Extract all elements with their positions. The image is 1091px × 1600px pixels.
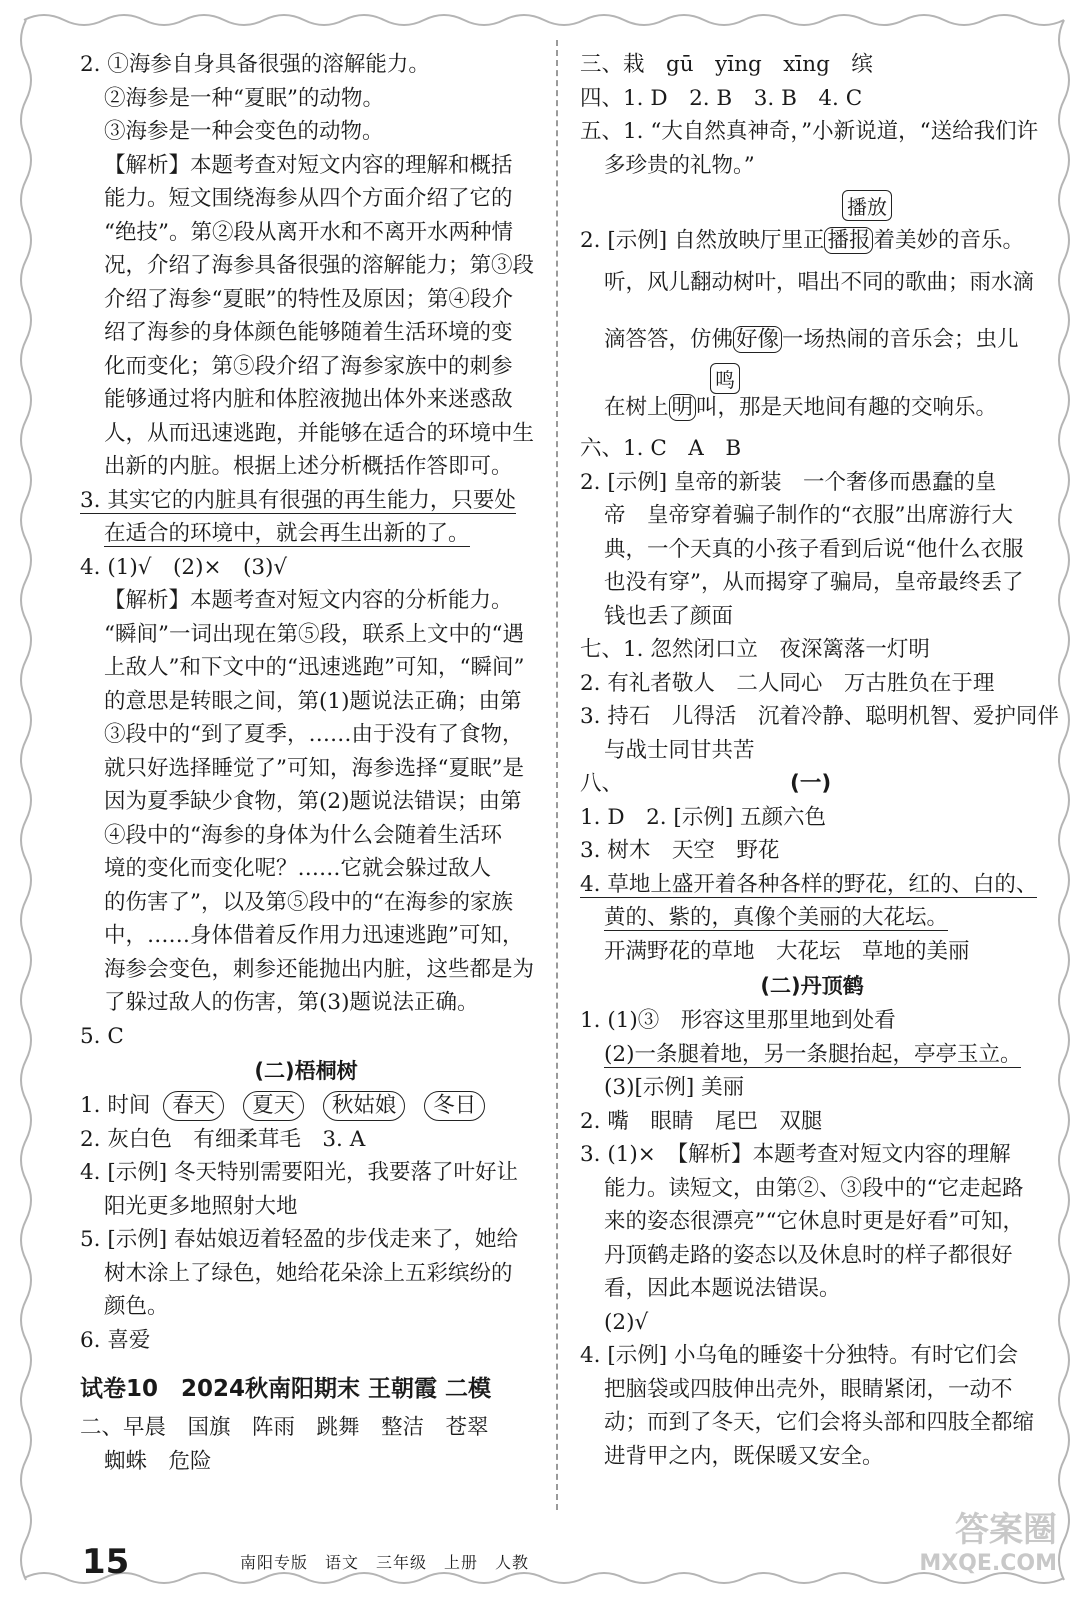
answer-line: 2. [示例] 皇帝的新装 一个奢侈而愚蠢的皇 bbox=[580, 469, 997, 495]
analysis-line: 【解析】本题考查对短文内容的分析能力。 bbox=[104, 588, 513, 613]
watermark-url: MXQE.COM bbox=[919, 1551, 1057, 1576]
boxed-word: 好像 bbox=[733, 326, 782, 353]
analysis-line: “瞬间”一词出现在第⑤段，联系上文中的“遇 bbox=[104, 621, 524, 647]
analysis-line: 况，介绍了海参具备很强的溶解能力；第③段 bbox=[104, 253, 535, 278]
boxed-word: 明 bbox=[669, 394, 697, 421]
circled-word: 冬日 bbox=[424, 1091, 485, 1121]
text-segment: 一场热闹的音乐会；虫儿 bbox=[782, 327, 1019, 352]
answer-line: 六、1. C A B bbox=[580, 436, 742, 461]
answer-line bbox=[580, 901, 1044, 935]
question-label: 1. 时间 bbox=[80, 1093, 151, 1118]
section-title: (二)梧桐树 bbox=[254, 1059, 358, 1083]
analysis-line: 海参会变色，刺参还能抛出内脏，这些都是为 bbox=[104, 956, 535, 982]
analysis-line: 能够通过将内脏和体腔液抛出体外来迷惑敌 bbox=[104, 387, 513, 412]
answer-line: 2. ①海参自身具备很强的溶解能力。 bbox=[80, 52, 430, 77]
answer-line: 4. [示例] 小乌龟的睡姿十分独特。有时它们会 bbox=[580, 1343, 1018, 1368]
answer-line: 与战士同甘共苦 bbox=[604, 737, 755, 763]
section-title: (二)丹顶鹤 bbox=[760, 974, 864, 998]
answer-line: 开满野花的草地 大花坛 草地的美丽 bbox=[604, 938, 970, 964]
answer-line: 阳光更多地照射大地 bbox=[104, 1193, 298, 1219]
section-header-row bbox=[580, 767, 1044, 801]
answer-line bbox=[80, 517, 532, 551]
answer-line: 二、早晨 国旗 阵雨 跳舞 整洁 苍翠 bbox=[80, 1415, 489, 1440]
analysis-line: 绍了海参的身体颜色能够随着生活环境的变 bbox=[104, 320, 513, 345]
answer-line bbox=[580, 868, 1044, 902]
column-divider bbox=[556, 40, 558, 1510]
analysis-line: ④段中的“海参的身体为什么会随着生活环 bbox=[104, 822, 502, 848]
analysis-line: 能力。读短文，由第②、③段中的“它走起路 bbox=[604, 1175, 1024, 1201]
circled-word: 春天 bbox=[163, 1091, 224, 1121]
answer-line: 听，风儿翻动树叶，唱出不同的歌曲；雨水滴 bbox=[604, 269, 1035, 295]
answer-line: 6. 喜爱 bbox=[80, 1327, 151, 1353]
answer-line: 四、1. D 2. B 3. B 4. C bbox=[580, 85, 863, 111]
footer-text: 南阳专版 语文 三年级 上册 人教 bbox=[240, 1553, 530, 1572]
answer-line: 3. 树木 天空 野花 bbox=[580, 838, 780, 863]
analysis-line: 介绍了海参“夏眠”的特性及原因；第④段介 bbox=[104, 286, 513, 312]
circled-word: 秋姑娘 bbox=[323, 1091, 406, 1121]
underlined-answer: 黄的、紫的，真像个美丽的大花坛。 bbox=[604, 905, 949, 930]
correction-mark: 鸣 bbox=[710, 363, 740, 394]
answer-line bbox=[580, 224, 1044, 258]
answer-line: 把脑袋或四肢伸出壳外，眼睛紧闭，一动不 bbox=[604, 1376, 1013, 1402]
answer-line: 典，一个天真的小孩子看到后说“他什么衣服 bbox=[604, 536, 1024, 562]
right-column bbox=[580, 48, 1059, 1473]
answer-line bbox=[580, 391, 1044, 425]
analysis-line: “绝技”。第②段从离开水和不离开水两种情 bbox=[104, 219, 513, 245]
answer-line: 七、1. 忽然闭口立 夜深篱落一灯明 bbox=[580, 637, 930, 662]
answer-line: ②海参是一种“夏眠”的动物。 bbox=[104, 85, 384, 111]
analysis-line: ③段中的“到了夏季，……由于没有了食物， bbox=[104, 722, 524, 747]
section-label: 八、 bbox=[580, 771, 624, 796]
text-segment: 着美妙的音乐。 bbox=[873, 228, 1024, 253]
underlined-answer: (2)一条腿着地，另一条腿抬起，亭亭玉立。 bbox=[604, 1041, 1022, 1067]
answer-line: 蜘蛛 危险 bbox=[104, 1448, 212, 1474]
analysis-line: 境的变化而变化呢？……它就会躲过敌人 bbox=[104, 856, 492, 881]
left-column bbox=[80, 48, 535, 1478]
watermark bbox=[919, 1502, 1057, 1576]
answer-line bbox=[80, 1089, 532, 1123]
answer-line: 多珍贵的礼物。” bbox=[604, 152, 755, 178]
analysis-line: 丹顶鹤走路的姿态以及休息时的样子都很好 bbox=[604, 1242, 1013, 1268]
analysis-line: 的伤害了”，以及第⑤段中的“在海参的家族 bbox=[104, 889, 513, 915]
answer-line: 三、栽 gū yīng xīng 缤 bbox=[580, 52, 873, 77]
answer-line: 5. C bbox=[80, 1023, 124, 1049]
analysis-line: 就只好选择睡觉了”可知，海参选择“夏眠”是 bbox=[104, 755, 524, 781]
answer-line: 3. 持石 儿得活 沉着冷静、聪明机智、爱护同伴 bbox=[580, 704, 1059, 729]
boxed-word: 播报 bbox=[824, 227, 873, 254]
answer-line bbox=[580, 323, 1044, 357]
answer-line: (3)[示例] 美丽 bbox=[604, 1075, 745, 1100]
text-segment: 2. [示例] 自然放映厅里正 bbox=[580, 228, 825, 253]
answer-line: 4. (1)√ (2)× (3)√ bbox=[80, 554, 288, 580]
answer-line: 也没有穿”，从而揭穿了骗局，皇帝最终丢了 bbox=[604, 570, 1024, 595]
watermark-logo-text: 答案圈 bbox=[955, 1510, 1057, 1550]
analysis-line: 上敌人”和下文中的“迅速逃跑”可知，“瞬间” bbox=[104, 655, 525, 680]
analysis-line: 因为夏季缺少食物，第(2)题说法错误；由第 bbox=[104, 789, 522, 814]
answer-line: 帝 皇帝穿着骗子制作的“衣服”出席游行大 bbox=[604, 503, 1013, 528]
page-number: 15 bbox=[82, 1542, 130, 1582]
underlined-answer: 3. 其实它的内脏具有很强的再生能力，只要处 bbox=[80, 487, 516, 513]
analysis-line: 中，……身体借着反作用力迅速逃跑”可知， bbox=[104, 923, 524, 948]
answer-line: 2. 嘴 眼睛 尾巴 双腿 bbox=[580, 1108, 823, 1134]
answer-line: 进背甲之内，既保暖又安全。 bbox=[604, 1443, 884, 1469]
answer-line: 钱也丢了颜面 bbox=[604, 603, 734, 629]
correction-row bbox=[580, 182, 1044, 224]
text-segment: 在树上 bbox=[604, 394, 669, 420]
circled-word: 夏天 bbox=[243, 1091, 304, 1121]
exam-title: 试卷10 2024秋南阳期末 王朝霞 二模 bbox=[80, 1376, 492, 1402]
answer-line: 动；而到了冬天，它们会将头部和四肢全都缩 bbox=[604, 1410, 1035, 1435]
answer-line: 颜色。 bbox=[104, 1294, 169, 1319]
answer-line: 1. (1)③ 形容这里那里地到处看 bbox=[580, 1008, 896, 1033]
text-segment: 叫，那是天地间有趣的交响乐。 bbox=[696, 394, 998, 420]
answer-line: 2. 灰白色 有细柔茸毛 3. A bbox=[80, 1126, 366, 1152]
answer-line: 树木涂上了绿色，她给花朵涂上五彩缤纷的 bbox=[104, 1260, 513, 1286]
analysis-line: 【解析】本题考查对短文内容的理解和概括 bbox=[104, 152, 513, 178]
analysis-line: 人，从而迅速逃跑，并能够在适合的环境中生 bbox=[104, 420, 535, 446]
analysis-line: 看，因此本题说法错误。 bbox=[604, 1276, 841, 1301]
section-title: (一) bbox=[790, 771, 832, 796]
answer-line: 五、1. “大自然真神奇，”小新说道，“送给我们许 bbox=[580, 119, 1039, 144]
analysis-line: 出新的内脏。根据上述分析概括作答即可。 bbox=[104, 454, 513, 479]
answer-line: 5. [示例] 春姑娘迈着轻盈的步伐走来了，她给 bbox=[80, 1227, 518, 1252]
answer-line: ③海参是一种会变色的动物。 bbox=[104, 119, 384, 144]
analysis-line: 的意思是转眼之间，第(1)题说法正确；由第 bbox=[104, 688, 522, 714]
answer-line: (2)√ bbox=[604, 1309, 649, 1335]
analysis-line: 了躲过敌人的伤害，第(3)题说法正确。 bbox=[104, 990, 479, 1015]
answer-line: 3. (1)× 【解析】本题考查对短文内容的理解 bbox=[580, 1142, 1011, 1167]
underlined-answer: 4. 草地上盛开着各种各样的野花，红的、白的、 bbox=[580, 871, 1038, 897]
answer-line bbox=[80, 484, 532, 518]
answer-line: 4. [示例] 冬天特别需要阳光，我要落了叶好让 bbox=[80, 1160, 518, 1185]
answer-line: 2. 有礼者敬人 二人同心 万古胜负在于理 bbox=[580, 670, 995, 696]
page-footer bbox=[82, 1542, 129, 1582]
text-segment: 滴答答，仿佛 bbox=[604, 327, 734, 352]
answer-line bbox=[580, 1038, 1044, 1072]
correction-mark: 播放 bbox=[842, 190, 892, 221]
underlined-answer: 在适合的环境中，就会再生出新的了。 bbox=[104, 521, 470, 546]
analysis-line: 来的姿态很漂亮”“它休息时更是好看”可知， bbox=[604, 1209, 1024, 1234]
correction-row bbox=[580, 357, 1044, 391]
analysis-line: 化而变化；第⑤段介绍了海参家族中的刺参 bbox=[104, 353, 513, 379]
analysis-line: 能力。短文围绕海参从四个方面介绍了它的 bbox=[104, 186, 513, 211]
answer-line: 1. D 2. [示例] 五颜六色 bbox=[580, 804, 827, 830]
